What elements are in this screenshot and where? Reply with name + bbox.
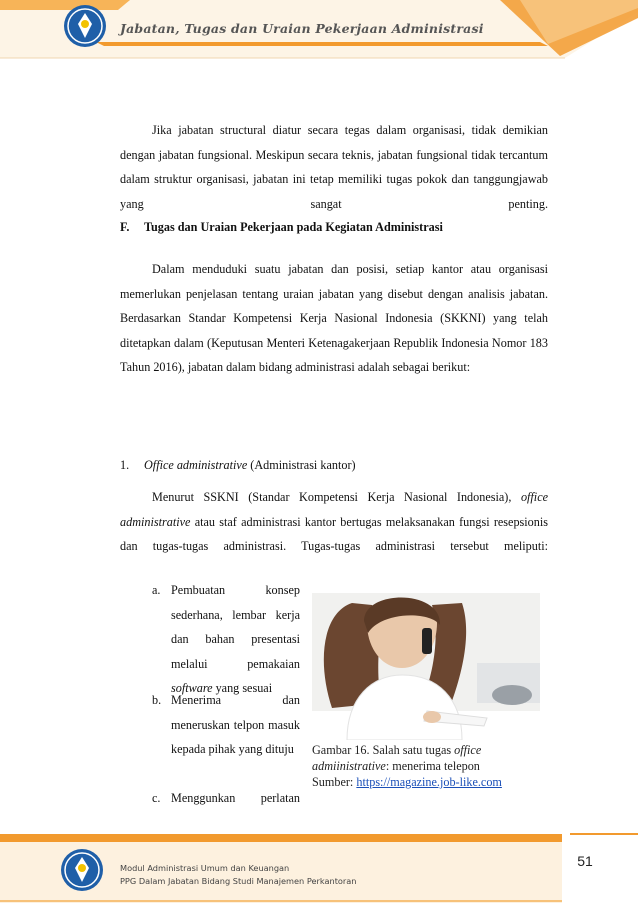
sub-item-letter: b. <box>152 693 162 707</box>
item-title: Office administrative <box>144 458 248 472</box>
page-number: 51 <box>577 853 593 869</box>
office-worker-photo <box>312 593 540 740</box>
paragraph-3-text-b: atau staf administrasi kantor bertugas melaksanakan fungsi resepsionis dan tugas-tugas administrasi. Tugas-tugas administrasi tersebut meliputi: <box>120 514 549 553</box>
footer-logo-icon <box>60 848 104 892</box>
woman-on-phone-illustration <box>312 593 540 740</box>
footer-program-title: PPG Dalam Jabatan Bidang Studi Manajemen Perkantoran <box>120 876 357 886</box>
section-number: F. <box>120 220 130 234</box>
sub-item-tail: yang sesuai <box>215 681 273 695</box>
paragraph-3-italic: office administrative <box>120 490 549 529</box>
caption-italic-office: office <box>454 743 482 757</box>
sub-item-text: Menerima dan meneruskan telpon masuk kepada pihak yang dituju <box>171 693 300 756</box>
section-heading <box>120 220 443 235</box>
caption-italic-administrative: admiinistrative <box>312 759 386 773</box>
sub-item-text: Menggunkan perlatan <box>171 791 300 805</box>
figure-caption <box>312 742 540 790</box>
footer-module-title: Modul Administrasi Umum dan Keuangan <box>120 863 290 873</box>
caption-source-label: Sumber: <box>312 775 354 789</box>
sub-item-letter: c. <box>152 791 161 805</box>
list-item-office-administrative <box>120 458 356 473</box>
sub-item-letter: a. <box>152 583 161 597</box>
sub-item-c <box>152 786 300 811</box>
paragraph-3-text-a: Menurut SSKNI (Standar Kompetensi Kerja Nasional Indonesia), <box>152 490 512 504</box>
caption-prefix: Gambar 16. Salah satu tugas <box>312 743 452 757</box>
paragraph-2: Dalam menduduki suatu jabatan dan posisi, setiap kantor atau organisasi memerlukan penjelasan tentang uraian jabatan yang disebut dengan analisis jabatan. Berdasarkan Standar Kompetensi Kerja Nasional Indonesia (SKKNI) yang telah ditetapkan dalam (Keputusan Menteri Ketenagakerjaan Republik Indonesia Nomor 183 Tahun 2016), jabatan dalam bidang administrasi adalah sebagai berikut: <box>120 262 548 374</box>
header-title: Jabatan, Tugas dan Uraian Pekerjaan Administrasi <box>120 21 484 36</box>
kemendikbud-logo-icon <box>63 4 107 48</box>
sub-item-italic: software <box>171 681 213 695</box>
sub-item-a <box>152 578 300 701</box>
item-number: 1. <box>120 458 130 472</box>
sub-item-b <box>152 688 300 762</box>
item-suffix: (Administrasi kantor) <box>250 458 356 472</box>
caption-suffix: : menerima telepon <box>385 759 480 773</box>
sub-item-text: Pembuatan konsep sederhana, lembar kerja dan bahan presentasi melalui pemakaian <box>171 583 300 671</box>
paragraph-3 <box>120 485 548 559</box>
section-title: Tugas dan Uraian Pekerjaan pada Kegiatan Administrasi <box>144 220 443 234</box>
caption-source-link[interactable]: https://magazine.job-like.com <box>356 775 502 789</box>
paragraph-1: Jika jabatan structural diatur secara tegas dalam organisasi, tidak demikian dengan jabatan fungsional. Meskipun secara teknis, jabatan fungsional tidak tercantum dalam struktur organisasi, jabatan ini tetap memiliki tugas pokok dan tanggungjawab yang sangat penting. <box>120 123 548 211</box>
